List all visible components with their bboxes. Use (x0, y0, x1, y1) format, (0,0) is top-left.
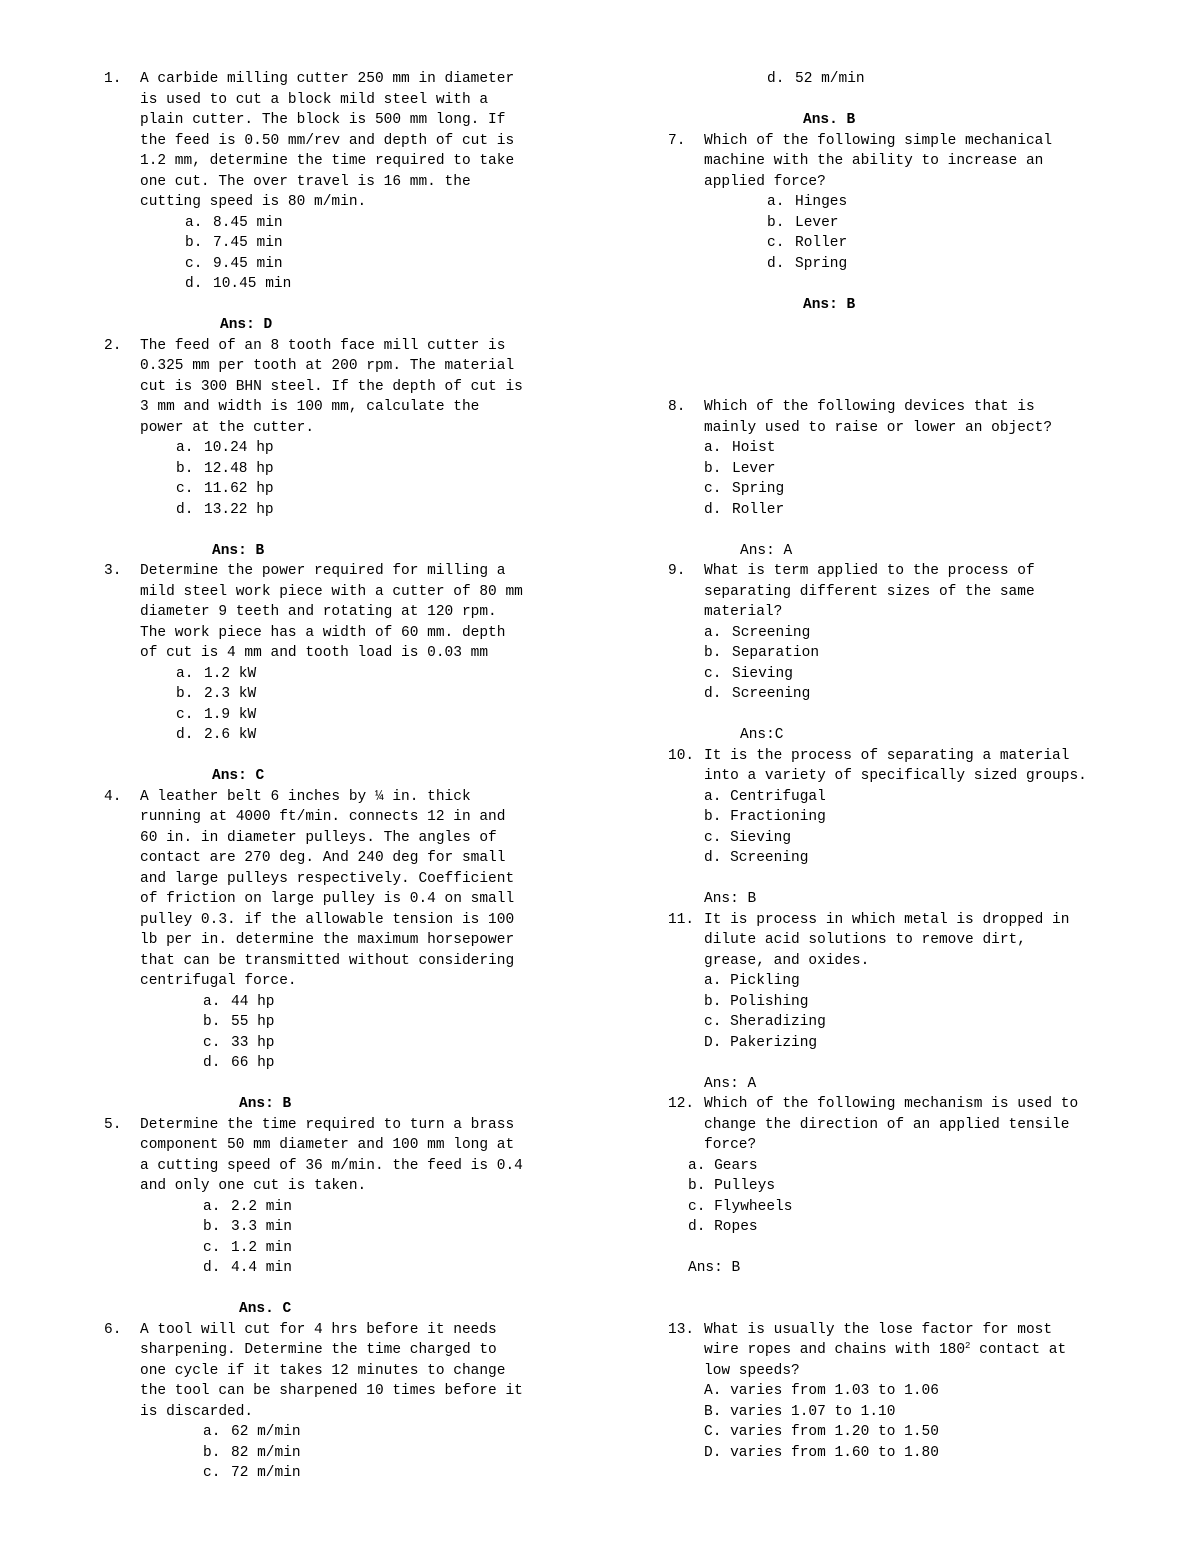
question-13 (668, 1320, 1178, 1464)
option: c. 11.62 hp (176, 481, 274, 497)
option: d. Screening (704, 850, 809, 866)
option: a. Screening (704, 624, 811, 641)
option: b. 82 m/min (203, 1444, 301, 1461)
superscript: 2 (965, 1341, 971, 1351)
option: c. 1.2 min (203, 1239, 292, 1256)
option: b. 12.48 hp (176, 460, 274, 477)
question-text-line: wire ropes and chains with $180^2$ contact at (704, 1341, 1067, 1358)
question-text-line: one cycle if it takes 12 minutes to change (140, 1362, 506, 1379)
question-6 (104, 1320, 574, 1484)
answer: Ans: C (212, 768, 265, 784)
question-text-line: The work piece has a width of 60 mm. depth (140, 624, 506, 641)
option: b. 2.3 kW (176, 686, 257, 702)
question-7 (668, 131, 1178, 316)
option: b. Lever (767, 214, 839, 231)
question-text-line: The feed of an 8 tooth face mill cutter is (140, 337, 506, 354)
answer: Ans: B (704, 891, 757, 907)
question-text-line: that can be transmitted without considering (140, 952, 515, 969)
option: d. 10.45 min (185, 276, 292, 292)
question-text-line: force? (704, 1137, 757, 1153)
option: c. Spring (704, 481, 785, 497)
question-text-line: plain cutter. The block is 500 mm long. If (140, 112, 506, 128)
question-text-line: A carbide milling cutter 250 mm in diameter (140, 71, 515, 87)
left-column (104, 69, 574, 1484)
question-text-line: material? (704, 604, 783, 620)
option: c. 72 m/min (203, 1465, 301, 1481)
option: b. Polishing (704, 993, 809, 1010)
question-12 (668, 1094, 1178, 1279)
option: c. 33 hp (203, 1034, 275, 1051)
question-text-line: Determine the power required for milling a (140, 563, 506, 579)
question-4 (104, 787, 574, 1115)
question-text-line: 1.2 mm, determine the time required to take (140, 153, 515, 169)
question-number: 1. (104, 71, 122, 87)
question-number: 5. (104, 1116, 122, 1133)
question-text-line: applied force? (704, 173, 826, 190)
question-text-line: power at the cutter. (140, 419, 315, 436)
question-text-line: dilute acid solutions to remove dirt, (704, 932, 1026, 948)
option: a. Gears (688, 1157, 758, 1174)
question-text-line: 60 in. in diameter pulleys. The angles of (140, 829, 497, 846)
question-text-line: It is process in which metal is dropped in (704, 911, 1070, 928)
answer: Ans: B (239, 1096, 292, 1112)
option: c. Roller (767, 235, 848, 251)
question-text-line: of cut is 4 mm and tooth load is 0.03 mm (140, 645, 489, 661)
question-9 (668, 561, 1178, 746)
answer: Ans: B (688, 1260, 741, 1276)
answer: Ans: A (740, 542, 793, 559)
question-text-line: and only one cut is taken. (140, 1178, 367, 1194)
question-text-line: is discarded. (140, 1403, 254, 1420)
option: C. varies from 1.20 to 1.50 (704, 1424, 939, 1440)
question-text-line: component 50 mm diameter and 100 mm long at (140, 1137, 515, 1153)
question-text-line: machine with the ability to increase an (704, 153, 1044, 169)
option: a. 10.24 hp (176, 440, 274, 456)
question-text-line: separating different sizes of the same (704, 583, 1035, 600)
question-number: 3. (104, 563, 122, 579)
option: b. 55 hp (203, 1014, 275, 1030)
option: a. Pickling (704, 973, 800, 989)
question-text-line: Which of the following mechanism is used to (704, 1096, 1079, 1112)
question-text-line: diameter 9 teeth and rotating at 120 rpm. (140, 604, 497, 620)
option: b. Pulleys (688, 1178, 776, 1194)
question-text-line: a cutting speed of 36 m/min. the feed is 0.4 (140, 1157, 523, 1174)
question-text-line: lb per in. determine the maximum horsepower (140, 932, 515, 948)
option: a. Hoist (704, 440, 776, 456)
option: c. Sheradizing (704, 1014, 826, 1030)
question-number: 6. (104, 1321, 122, 1338)
question-text-line: mainly used to raise or lower an object? (704, 419, 1053, 436)
option: b. 7.45 min (185, 235, 283, 251)
option: a. 8.45 min (185, 214, 283, 231)
option: c. Sieving (704, 665, 793, 682)
question-11 (668, 910, 1178, 1095)
option: b. Separation (704, 645, 820, 661)
question-2 (104, 336, 574, 562)
question-text-line: the feed is 0.50 mm/rev and depth of cut is (140, 132, 515, 149)
question-10 (668, 746, 1178, 910)
option: a. 62 m/min (203, 1424, 301, 1440)
question-text-line: grease, and oxides. (704, 952, 870, 969)
question-text-line: centrifugal force. (140, 973, 297, 989)
option: d. 52 m/min (767, 71, 865, 87)
option: d. Spring (767, 255, 848, 272)
question-number: 12. (668, 1096, 695, 1112)
option: b. 3.3 min (203, 1219, 292, 1235)
option: a. Centrifugal (704, 788, 826, 805)
question-1 (104, 69, 574, 336)
question-number: 13. (668, 1321, 695, 1338)
answer: Ans: D (220, 317, 273, 333)
question-text-line: of friction on large pulley is 0.4 on small (140, 891, 515, 907)
question-text-line: contact are 270 deg. And 240 deg for small (140, 850, 506, 866)
question-text-line: running at 4000 ft/min. connects 12 in and (140, 809, 506, 825)
option: A. varies from 1.03 to 1.06 (704, 1383, 939, 1399)
question-text-line: into a variety of specifically sized groups. (704, 768, 1087, 784)
question-text-line: cutting speed is 80 m/min. (140, 194, 367, 210)
option: a. 1.2 kW (176, 665, 257, 682)
answer: Ans. C (239, 1301, 292, 1317)
option: d. Roller (704, 501, 785, 518)
question-number: 7. (668, 132, 686, 149)
option: D. Pakerizing (704, 1034, 818, 1051)
option: B. varies 1.07 to 1.10 (704, 1403, 896, 1420)
question-text-line: 0.325 mm per tooth at 200 rpm. The material (140, 358, 515, 374)
question-text-line: one cut. The over travel is 16 mm. the (140, 173, 471, 190)
option: b. Lever (704, 460, 776, 477)
question-text-line: is used to cut a block mild steel with a (140, 91, 489, 108)
question-text-line: It is the process of separating a material (704, 747, 1070, 764)
question-text-line: A leather belt 6 inches by ¼ in. thick (140, 788, 471, 805)
option: c. 9.45 min (185, 255, 283, 272)
question-text-line: low speeds? (704, 1362, 800, 1379)
option: a. 2.2 min (203, 1198, 292, 1215)
option: d. 66 hp (203, 1055, 275, 1071)
question-text-line: Determine the time required to turn a brass (140, 1116, 515, 1133)
answer: Ans: A (704, 1075, 757, 1092)
question-text-line: 3 mm and width is 100 mm, calculate the (140, 399, 480, 415)
question-text-line: mild steel work piece with a cutter of 80 mm (140, 583, 523, 600)
option: d. 2.6 kW (176, 727, 257, 743)
question-text-line: the tool can be sharpened 10 times before it (140, 1383, 523, 1399)
question-text-line: A tool will cut for 4 hrs before it needs (140, 1321, 497, 1338)
question-text-line: cut is 300 BHN steel. If the depth of cut is (140, 378, 523, 395)
question-5 (104, 1115, 574, 1320)
right-column (668, 69, 1178, 1463)
question-text-line: and large pulleys respectively. Coefficient (140, 870, 515, 887)
option: d. Screening (704, 686, 811, 702)
answer: Ans: B (803, 296, 856, 313)
answer: Ans. B (803, 112, 856, 128)
question-3 (104, 561, 574, 787)
question-text-line: change the direction of an applied tensile (704, 1116, 1070, 1133)
question-text-line: Which of the following simple mechanical (704, 132, 1053, 149)
question-text-line: What is usually the lose factor for most (704, 1321, 1053, 1338)
answer: Ans: B (212, 542, 265, 559)
option: c. Flywheels (688, 1198, 793, 1215)
option: d. 13.22 hp (176, 501, 274, 518)
option: c. Sieving (704, 829, 792, 846)
question-text-line: Which of the following devices that is (704, 399, 1035, 415)
question-number: 4. (104, 788, 122, 805)
option: b. Fractioning (704, 809, 826, 825)
option: d. 4.4 min (203, 1260, 292, 1276)
option: a. Hinges (767, 194, 848, 210)
question-number: 11. (668, 911, 695, 928)
option: d. Ropes (688, 1219, 758, 1235)
question-text-line: What is term applied to the process of (704, 563, 1035, 579)
answer: Ans:C (740, 727, 784, 743)
question-text-line: sharpening. Determine the time charged to (140, 1342, 497, 1358)
option: c. 1.9 kW (176, 706, 257, 723)
question-number: 8. (668, 399, 686, 415)
question-8 (668, 397, 1178, 561)
question-number: 2. (104, 337, 122, 354)
question-number: 10. (668, 747, 695, 764)
question-number: 9. (668, 563, 686, 579)
option: D. varies from 1.60 to 1.80 (704, 1444, 939, 1461)
question-text-line: pulley 0.3. if the allowable tension is 100 (140, 911, 515, 928)
option: a. 44 hp (203, 993, 275, 1010)
